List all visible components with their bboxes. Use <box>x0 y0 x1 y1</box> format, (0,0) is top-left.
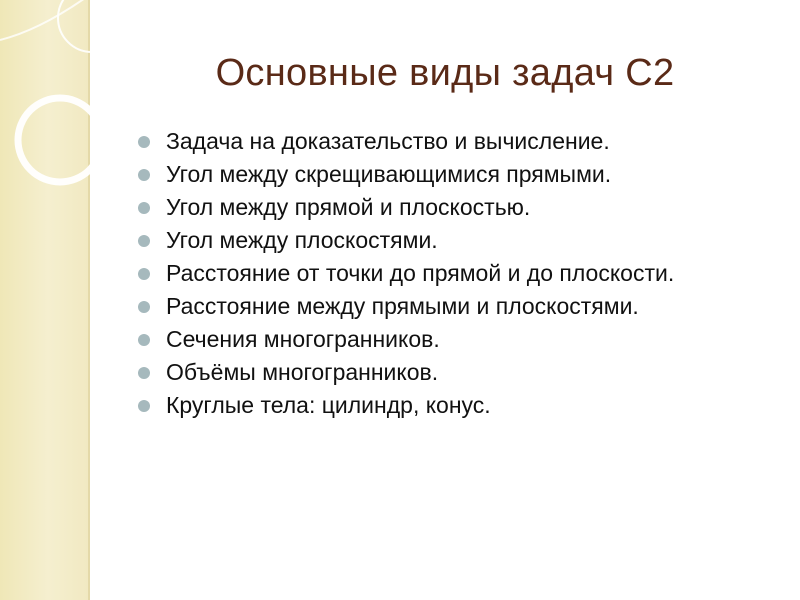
bullet-text: Сечения многогранников. <box>166 326 440 352</box>
bullet-list <box>132 126 772 423</box>
bullet-item <box>132 225 772 255</box>
bullet-text: Угол между плоскостями. <box>166 227 438 253</box>
bullet-marker-icon <box>138 268 150 280</box>
bullet-item <box>132 390 772 420</box>
decorative-circles-icon <box>0 0 130 230</box>
bullet-item <box>132 159 772 189</box>
bullet-text: Расстояние от точки до прямой и до плоскости. <box>166 260 675 286</box>
bullet-text: Угол между прямой и плоскостью. <box>166 194 531 220</box>
bullet-item <box>132 258 772 288</box>
bullet-marker-icon <box>138 400 150 412</box>
bullet-item <box>132 126 772 156</box>
bullet-marker-icon <box>138 136 150 148</box>
bullet-marker-icon <box>138 301 150 313</box>
bullet-text: Угол между скрещивающимися прямыми. <box>166 161 612 187</box>
bullet-text: Расстояние между прямыми и плоскостями. <box>166 293 639 319</box>
bullet-marker-icon <box>138 334 150 346</box>
bullet-item <box>132 324 772 354</box>
bullet-marker-icon <box>138 169 150 181</box>
bullet-item <box>132 192 772 222</box>
bullet-text: Объёмы многогранников. <box>166 359 439 385</box>
bullet-marker-icon <box>138 202 150 214</box>
bullet-marker-icon <box>138 235 150 247</box>
slide-title: Основные виды задач С2 <box>215 52 675 94</box>
bullet-text: Круглые тела: цилиндр, конус. <box>166 392 491 418</box>
bullet-item <box>132 291 772 321</box>
bullet-marker-icon <box>138 367 150 379</box>
bullet-item <box>132 357 772 387</box>
bullet-text: Задача на доказательство и вычисление. <box>166 128 610 154</box>
